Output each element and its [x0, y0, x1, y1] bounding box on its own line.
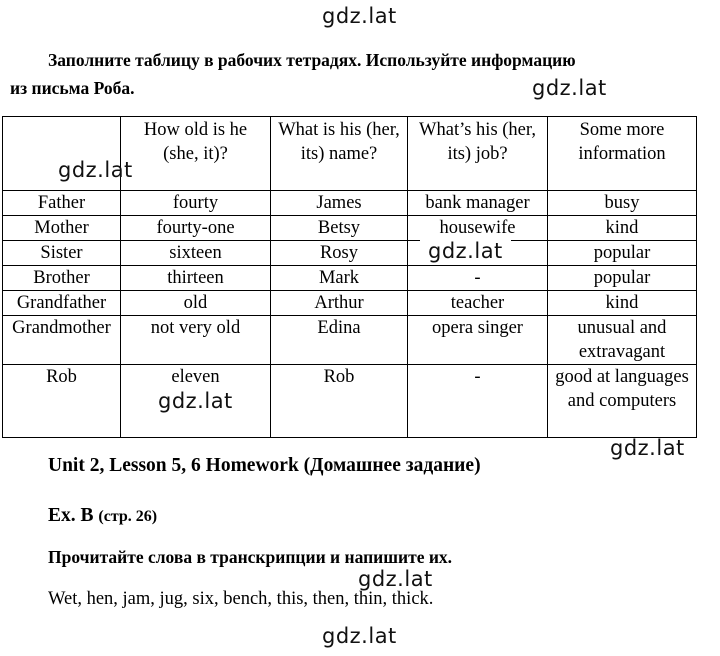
- table-row: [3, 365, 697, 438]
- watermark: gdz.lat: [532, 76, 607, 100]
- table-cell: -: [408, 266, 548, 291]
- watermark: gdz.lat: [322, 624, 397, 648]
- table-cell: sixteen: [121, 241, 271, 266]
- table-cell: teacher: [408, 291, 548, 316]
- table-cell: popular: [548, 241, 697, 266]
- table-row: [3, 291, 697, 316]
- table-cell: kind: [548, 216, 697, 241]
- table-cell: fourty: [121, 191, 271, 216]
- exercise-heading: [48, 505, 157, 527]
- table-header-cell: What’s his (her, its) job?: [408, 117, 548, 191]
- table-header-cell: What is his (her, its) name?: [271, 117, 408, 191]
- table-row: [3, 316, 697, 365]
- watermark: gdz.lat: [358, 567, 433, 591]
- table-cell: unusual and extravagant: [548, 316, 697, 365]
- table-cell: Edina: [271, 316, 408, 365]
- table-cell: Mother: [3, 216, 121, 241]
- watermark: gdz.lat: [158, 389, 233, 413]
- table-cell: thirteen: [121, 266, 271, 291]
- table-cell: housewife: [408, 216, 548, 241]
- table-header-cell: Some more information: [548, 117, 697, 191]
- watermark: gdz.lat: [610, 436, 685, 460]
- table-cell: Arthur: [271, 291, 408, 316]
- table-row: [3, 191, 697, 216]
- table-cell: Brother: [3, 266, 121, 291]
- table-row: [3, 216, 697, 241]
- instruction-line-1: Заполните таблицу в рабочих тетрадях. Используйте информацию: [48, 50, 576, 70]
- table-cell: Father: [3, 191, 121, 216]
- table-row: [3, 241, 697, 266]
- task-text: Прочитайте слова в транскрипции и напишите их.: [48, 547, 453, 567]
- table-cell: Grandmother: [3, 316, 121, 365]
- table-cell: bank manager: [408, 191, 548, 216]
- table-cell: Sister: [3, 241, 121, 266]
- table-cell: kind: [548, 291, 697, 316]
- table-row: [3, 266, 697, 291]
- watermark: gdz.lat: [58, 158, 133, 182]
- table-cell: James: [271, 191, 408, 216]
- exercise-page: (стр. 26): [98, 508, 158, 525]
- exercise-label: Ex. B: [48, 505, 94, 526]
- table-cell: fourty-one: [121, 216, 271, 241]
- table-cell: Betsy: [271, 216, 408, 241]
- table-cell: Rob: [271, 365, 408, 438]
- watermark: gdz.lat: [420, 239, 511, 263]
- table-cell: opera singer: [408, 316, 548, 365]
- table-cell: not very old: [121, 316, 271, 365]
- table-cell: popular: [548, 266, 697, 291]
- table-cell: Rob: [3, 365, 121, 438]
- table-cell: eleven: [121, 365, 271, 438]
- table-cell: Grandfather: [3, 291, 121, 316]
- watermark: gdz.lat: [322, 4, 397, 28]
- instruction-line-2: из письма Роба.: [10, 78, 135, 98]
- instruction-text: [10, 46, 690, 102]
- table-cell: old: [121, 291, 271, 316]
- table-cell: Rosy: [271, 241, 408, 266]
- table-header-cell: How old is he (she, it)?: [121, 117, 271, 191]
- unit-heading: Unit 2, Lesson 5, 6 Homework (Домашнее задание): [48, 455, 481, 476]
- table-cell: Mark: [271, 266, 408, 291]
- table-cell: good at languages and computers: [548, 365, 697, 438]
- table-cell: busy: [548, 191, 697, 216]
- answer-words: Wet, hen, jam, jug, six, bench, this, then, thin, thick.: [48, 589, 434, 609]
- table-cell: -: [408, 365, 548, 438]
